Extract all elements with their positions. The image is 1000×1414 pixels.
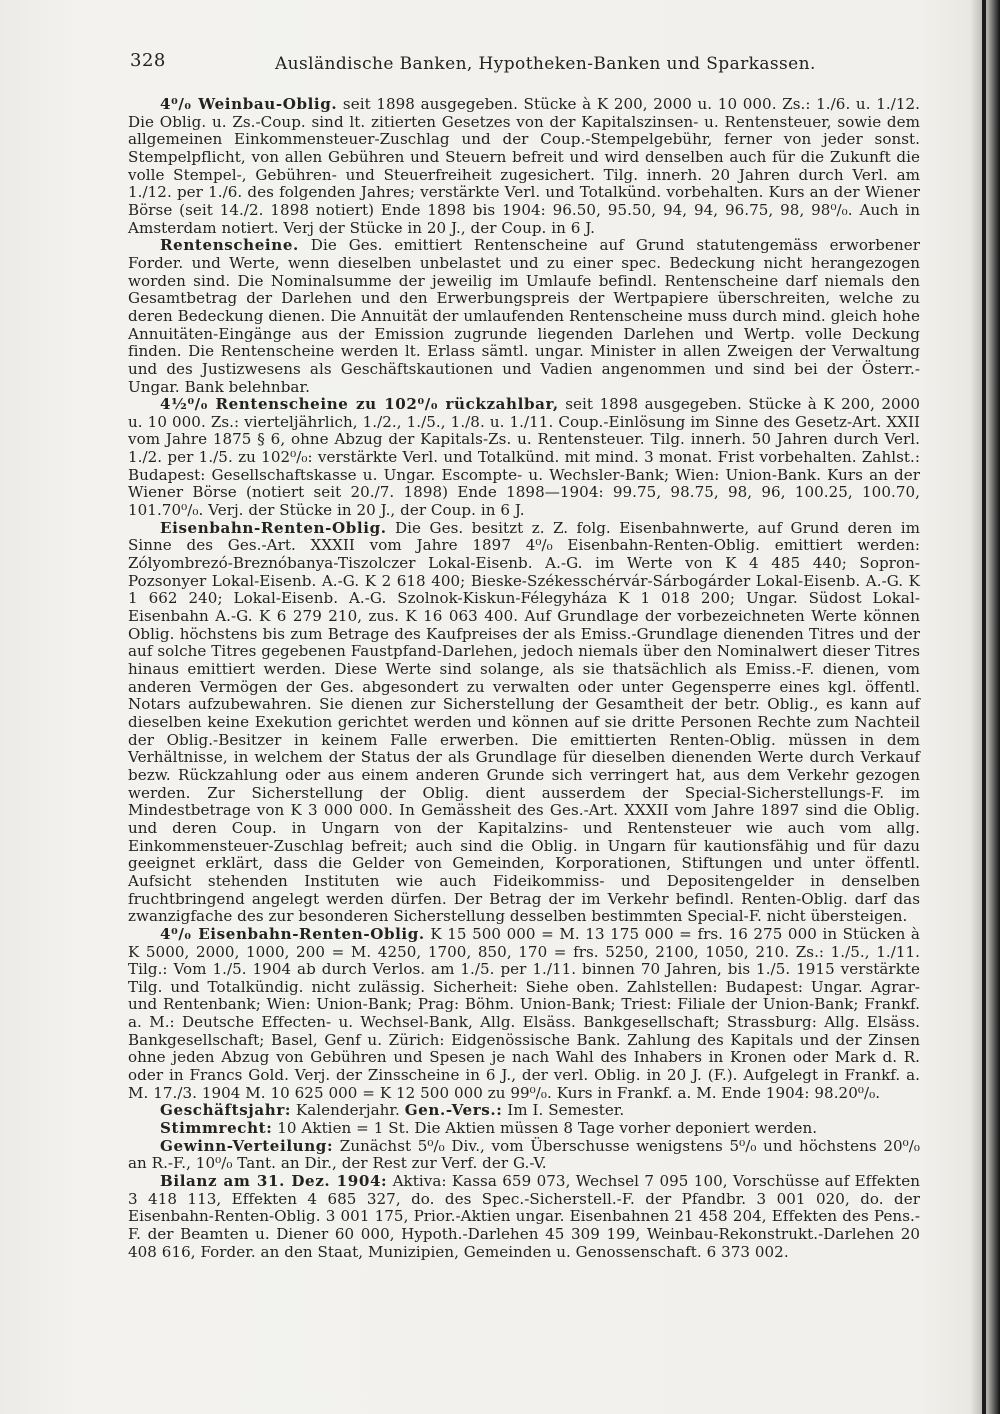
paragraph-text: Die Ges. emittiert Rentenscheine auf Grund statutengemäss erworbener Forder. und Werte, wenn dieselben unbelastet und zu einer spec. Bedeckung nicht herangezogen worden sind. Die Nominalsumme der jeweilig im Umlaufe befindl. Rentenscheine darf niemals den Gesamtbetrag der Darlehen und den Erwerbungspreis der Wertpapiere überschreiten, welche zu deren Bedeckung dienen. Die Annuität der umlaufenden Rentenscheine muss durch mind. gleich hohe Annuitäten-Eingänge aus der Emission zugrunde liegenden Darlehen und Wertp. volle Deckung finden. Die Rentenscheine werden lt. Erlass sämtl. ungar. Minister in allen Zweigen der Verwaltung und des Justizwesens als Geschäftskautionen und Vadien angenommen und sind bei der Österr.-Ungar. Bank belehnbar.	[128, 236, 920, 396]
paragraph-lead: Rentenscheine.	[160, 236, 299, 255]
paragraph-lead: Geschäftsjahr:	[160, 1101, 292, 1120]
paragraph-lead: 4½⁰/₀ Rentenscheine zu 102⁰/₀ rückzahlbar,	[160, 395, 559, 414]
paragraph-text: Die Ges. besitzt z. Z. folg. Eisenbahnwerte, auf Grund deren im Sinne des Ges.-Art. XXXII vom Jahre 1897 4⁰/₀ Eisenbahn-Renten-Oblig. emittiert werden: Zólyombrezó-Breznóbanya-Tiszolczer Lokal-Eisenb. A.-G. im Werte von K 4 485 440; Sopron-Pozsonyer Lokal-Eisenb. A.-G. K 2 618 400; Bieske-Székesschérvár-Sárbogárder Lokal-Eisenb. A.-G. K 1 662 240; Lokal-Eisenb. A.-G. Szolnok-Kiskun-Félegyháza K 1 018 200; Ungar. Südost Lokal-Eisenbahn A.-G. K 6 279 210, zus. K 16 063 400. Auf Grundlage der vorbezeichneten Werte können Oblig. höchstens bis zum Betrage des Kaufpreises der als Emiss.-Grundlage dienenden Titres und der auf solche Titres gegebenen Faustpfand-Darlehen, jedoch niemals über den Nominalwert dieser Titres hinaus emittiert werden. Diese Werte sind solange, als sie thatsächlich als Emiss.-F. dienen, vom anderen Vermögen der Ges. abgesondert zu verwalten oder unter Gegensperre eines kgl. öffentl. Notars aufzubewahren. Sie dienen zur Sicherstellung der Gesamtheit der betr. Oblig., es kann auf dieselben keine Exekution gerichtet werden und können auf sie dritte Personen Rechte zum Nachteil der Oblig.-Besitzer in keinem Falle erwerben. Die emittierten Renten-Oblig. müssen in dem Verhältnisse, in welchem der Status der als Grundlage für dieselben dienenden Werte durch Verkauf bezw. Rückzahlung oder aus einem anderen Grunde sich verringert hat, aus dem Verkehr gezogen werden. Zur Sicherstellung der Oblig. dient ausserdem der Special-Sicherstellungs-F. im Mindestbetrage von K 3 000 000. In Gemässheit des Ges.-Art. XXXII vom Jahre 1897 sind die Oblig. und deren Coup. in Ungarn von der Kapitalzins- und Rentensteuer wie auch vom allg. Einkommensteuer-Zuschlag befreit; auch sind die Oblig. in Ungarn für kautionsfähig und für dazu geeignet erklärt, dass die Gelder von Gemeinden, Korporationen, Stiftungen und unter öffentl. Aufsicht stehenden Instituten wie auch Fideikommiss- und Depositengelder in denselben fruchtbringend angelegt werden dürfen. Der Betrag der im Verkehr befindl. Renten-Oblig. darf das zwanzigfache des zur besonderen Sicherstellung desselben bestimmten Special-F. nicht übersteigen.	[128, 518, 920, 926]
page-title: Ausländische Banken, Hypotheken-Banken und Sparkassen.	[275, 54, 816, 74]
paragraph-text-secondary: Im I. Semester.	[502, 1101, 625, 1120]
paragraph-4pct-eisenbahn-renten-oblig	[128, 926, 920, 1103]
paragraph-rentenscheine-102	[128, 396, 920, 520]
paragraph-text: seit 1898 ausgegeben. Stücke à K 200, 2000 u. 10 000. Zs.: vierteljährlich, 1./2., 1./5., 1./8. u. 1./11. Coup.-Einlösung im Sinne des Gesetz-Art. XXII vom Jahre 1875 § 6, ohne Abzug der Kapitals-Zs. u. Rentensteuer. Tilg. innerh. 50 Jahren durch Verl. 1./2. per 1./5. zu 102⁰/₀: verstärkte Verl. und Totalkünd. mit mind. 3 monat. Frist vorbehalten. Zahlst.: Budapest: Gesellschaftskasse u. Ungar. Escompte- u. Wechsler-Bank; Wien: Union-Bank. Kurs an der Wiener Börse (notiert seit 20./7. 1898) Ende 1898—1904: 99.75, 98.75, 98, 96, 100.25, 100.70, 101.70⁰/₀. Verj. der Stücke in 20 J., der Coup. in 6 J.	[128, 395, 920, 520]
paragraph-eisenbahn-renten-oblig	[128, 520, 920, 926]
paragraph-lead: Bilanz am 31. Dez. 1904:	[160, 1172, 388, 1191]
paragraph-text: seit 1898 ausgegeben. Stücke à K 200, 2000 u. 10 000. Zs.: 1./6. u. 1./12. Die Oblig. u. Zs.-Coup. sind lt. zitierten Gesetzes von der Kapitalszinsen- u. Rentensteuer, sowie dem allgemeinen Einkommensteuer-Zuschlag und der Coup.-Stempelgebühr, ferner von jeder sonst. Stempelpflicht, von allen Gebühren und Steuern befreit und wird denselben auch für die Zukunft die volle Stempel-, Gebühren- und Steuerfreiheit zugesichert. Tilg. innerh. 20 Jahren durch Verl. am 1./12. per 1./6. des folgenden Jahres; verstärkte Verl. und Totalkünd. vorbehalten. Kurs an der Wiener Börse (seit 14./2. 1898 notiert) Ende 1898 bis 1904: 96.50, 95.50, 94, 94, 96.75, 98, 98⁰/₀. Auch in Amsterdam notiert. Verj der Stücke in 20 J., der Coup. in 6 J.	[128, 95, 920, 237]
body-text	[128, 96, 920, 1261]
paragraph-geschaeftsjahr	[128, 1102, 920, 1120]
paragraph-lead: Stimmrecht:	[160, 1119, 273, 1138]
paragraph-weinbau-oblig	[128, 96, 920, 237]
page-number: 328	[130, 50, 166, 71]
paragraph-bilanz	[128, 1173, 920, 1261]
paragraph-lead: Eisenbahn-Renten-Oblig.	[160, 518, 387, 537]
paragraph-rentenscheine	[128, 237, 920, 396]
paragraph-text: K 15 500 000 = M. 13 175 000 = frs. 16 275 000 in Stücken à K 5000, 2000, 1000, 200 = M. 4250, 1700, 850, 170 = frs. 5250, 2100, 1050, 210. Zs.: 1./5., 1./11. Tilg.: Vom 1./5. 1904 ab durch Verlos. am 1./5. per 1./11. binnen 70 Jahren, bis 1./5. 1915 verstärkte Tilg. und Totalkündig. nicht zulässig. Sicherheit: Siehe oben. Zahlstellen: Budapest: Ungar. Agrar- und Rentenbank; Wien: Union-Bank; Prag: Böhm. Union-Bank; Triest: Filiale der Union-Bank; Frankf. a. M.: Deutsche Effecten- u. Wechsel-Bank, Allg. Elsäss. Bankgesellschaft; Strassburg: Allg. Elsäss. Bankgesellschaft; Basel, Genf u. Zürich: Eidgenössische Bank. Zahlung des Kapitals und der Zinsen ohne jeden Abzug von Gebühren und Spesen je nach Wahl des Inhabers in Kronen oder Mark d. R. oder in Francs Gold. Verj. der Zinsscheine in 6 J., der verl. Oblig. in 20 J. (F.). Aufgelegt in Frankf. a. M. 17./3. 1904 M. 10 625 000 = K 12 500 000 zu 99⁰/₀. Kurs in Frankf. a. M. Ende 1904: 98.20⁰/₀.	[128, 924, 920, 1102]
running-header	[130, 44, 930, 74]
paragraph-gewinn-verteilung	[128, 1138, 920, 1173]
paragraph-text: 10 Aktien = 1 St. Die Aktien müssen 8 Tage vorher deponiert werden.	[272, 1119, 818, 1138]
paragraph-stimmrecht	[128, 1120, 920, 1138]
paragraph-text: Kalenderjahr.	[291, 1101, 405, 1120]
binding-edge	[982, 0, 986, 1414]
paragraph-lead-secondary: Gen.-Vers.:	[404, 1101, 503, 1120]
paragraph-lead: 4⁰/₀ Weinbau-Oblig.	[160, 95, 338, 113]
paragraph-text: Aktiva: Kassa 659 073, Wechsel 7 095 100, Vorschüsse auf Effekten 3 418 113, Effekten 4 685 327, do. des Spec.-Sicherstell.-F. der Pfandbr. 3 001 020, do. der Eisenbahn-Renten-Oblig. 3 001 175, Prior.-Aktien ungar. Eisenbahnen 21 458 204, Effekten des Pens.-F. der Beamten u. Diener 60 000, Hypoth.-Darlehen 45 309 199, Weinbau-Rekonstrukt.-Darlehen 20 408 616, Forder. an den Staat, Munizipien, Gemeinden u. Genossenschaft. 6 373 002.	[128, 1172, 920, 1261]
paragraph-lead: Gewinn-Verteilung:	[160, 1136, 334, 1155]
paragraph-lead: 4⁰/₀ Eisenbahn-Renten-Oblig.	[160, 924, 425, 943]
paragraph-text: Zunächst 5⁰/₀ Div., vom Überschusse wenigstens 5⁰/₀ und höchstens 20⁰/₀ an R.-F., 10⁰/₀ Tant. an Dir., der Rest zur Verf. der G.-V.	[128, 1136, 920, 1173]
